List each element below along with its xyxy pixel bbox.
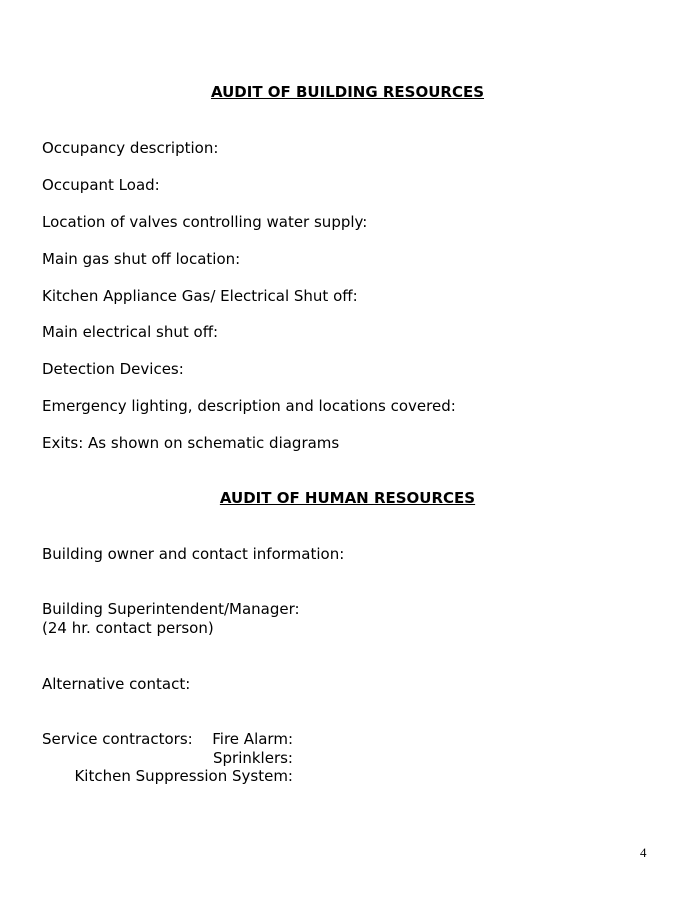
detection-devices-field: Detection Devices: [42, 360, 184, 378]
occupant-load-field: Occupant Load: [42, 176, 160, 194]
exits-field: Exits: As shown on schematic diagrams [42, 434, 340, 452]
occupancy-description-field: Occupancy description: [42, 139, 219, 157]
service-contractors-label: Service contractors: [42, 730, 193, 748]
human-resources-heading: AUDIT OF HUMAN RESOURCES [219, 489, 476, 507]
building-resources-heading: AUDIT OF BUILDING RESOURCES [210, 83, 485, 101]
page-number: 4 [640, 845, 647, 860]
main-gas-shutoff-field: Main gas shut off location: [42, 250, 241, 268]
kitchen-suppression-field: Kitchen Suppression System: [74, 767, 293, 785]
sprinklers-field: Sprinklers: [212, 749, 293, 767]
main-electrical-shutoff-field: Main electrical shut off: [42, 323, 219, 341]
fire-alarm-field: Fire Alarm: [212, 730, 293, 748]
building-owner-field: Building owner and contact information: [42, 545, 345, 563]
superintendent-note: (24 hr. contact person) [42, 619, 214, 637]
superintendent-field: Building Superintendent/Manager: [42, 600, 300, 618]
kitchen-appliance-shutoff-field: Kitchen Appliance Gas/ Electrical Shut off: [42, 287, 358, 305]
water-valves-location-field: Location of valves controlling water supply: [42, 213, 368, 231]
alternative-contact-field: Alternative contact: [42, 675, 191, 693]
emergency-lighting-field: Emergency lighting, description and locations covered: [42, 397, 456, 415]
